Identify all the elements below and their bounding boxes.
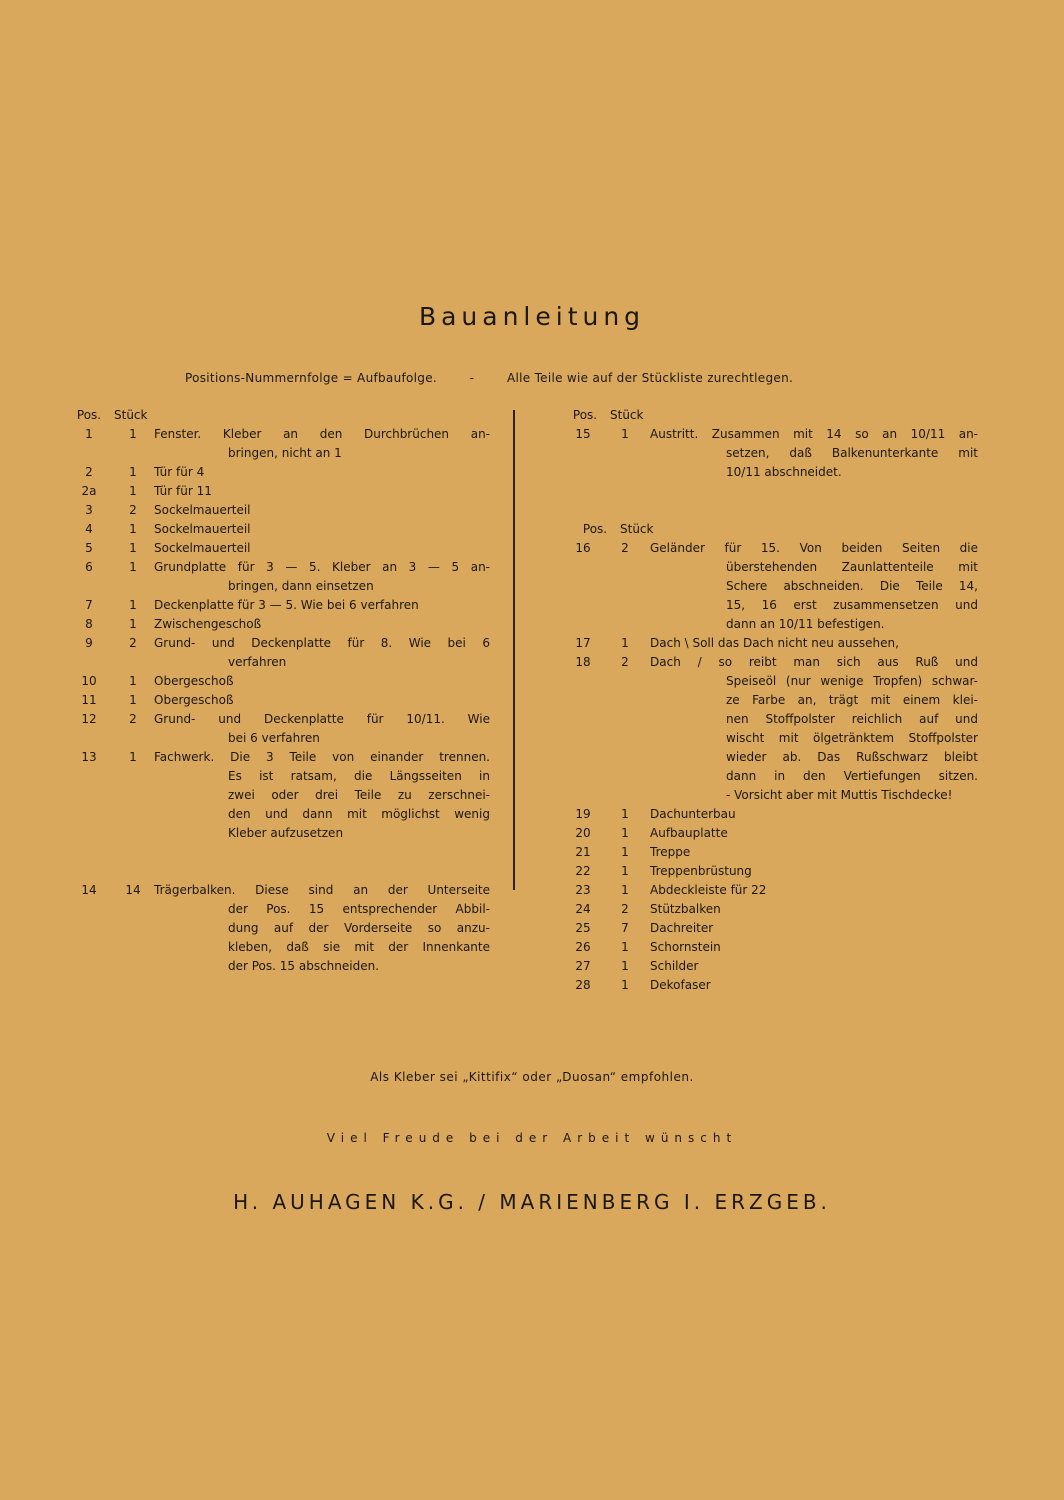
parts-row <box>566 615 978 634</box>
row-description: Tür für 11 <box>154 484 212 498</box>
row-stueck: 1 <box>621 826 629 840</box>
right-rows-a <box>566 425 978 482</box>
subtitle-dash: - <box>469 371 475 385</box>
row-stueck: 1 <box>129 693 137 707</box>
parts-row <box>70 463 490 482</box>
row-pos: 14 <box>81 883 97 897</box>
row-stueck: 1 <box>129 427 137 441</box>
row-description-continued: 15, 16 erst zusammensetzen und <box>726 598 978 612</box>
row-pos: 20 <box>575 826 591 840</box>
row-stueck: 1 <box>129 465 137 479</box>
row-description-continued: Es ist ratsam, die Längsseiten in <box>228 769 490 783</box>
parts-row <box>566 881 978 900</box>
header-pos: Pos. <box>582 522 608 536</box>
row-pos: 21 <box>575 845 591 859</box>
parts-row <box>566 710 978 729</box>
row-description: Abdeckleiste für 22 <box>650 883 767 897</box>
row-description: Grundplatte für 3 — 5. Kleber an 3 — 5 an- <box>154 560 490 574</box>
row-stueck: 2 <box>129 636 137 650</box>
row-description-continued: - Vorsicht aber mit Muttis Tischdecke! <box>726 788 953 802</box>
parts-row <box>70 900 490 919</box>
parts-row <box>70 938 490 957</box>
row-description: Dach \ Soll das Dach nicht neu aussehen, <box>650 636 899 650</box>
parts-row <box>70 919 490 938</box>
closing-wish: Viel Freude bei der Arbeit wünscht <box>326 1131 738 1145</box>
row-description-continued: überstehenden Zaunlattenteile mit <box>726 560 978 574</box>
row-description: Fenster. Kleber an den Durchbrüchen an- <box>154 427 490 441</box>
header-pos: Pos. <box>76 408 102 422</box>
row-description: Austritt. Zusammen mit 14 so an 10/11 an- <box>650 427 978 441</box>
parts-row <box>566 691 978 710</box>
parts-row <box>566 577 978 596</box>
row-description-continued: kleben, daß sie mit der Innenkante <box>228 940 490 954</box>
parts-row <box>566 444 978 463</box>
row-description-continued: 10/11 abschneidet. <box>726 465 842 479</box>
row-stueck: 1 <box>621 959 629 973</box>
row-description-continued: zwei oder drei Teile zu zerschnei- <box>228 788 490 802</box>
header-pos: Pos. <box>572 408 598 422</box>
row-pos: 10 <box>81 674 97 688</box>
parts-row <box>566 843 978 862</box>
parts-row <box>566 938 978 957</box>
parts-row <box>70 482 490 501</box>
row-description: Dach / so reibt man sich aus Ruß und <box>650 655 978 669</box>
row-stueck: 7 <box>621 921 629 935</box>
parts-row <box>70 577 490 596</box>
row-description-continued: dann in den Vertiefungen sitzen. <box>726 769 978 783</box>
page-title: Bauanleitung <box>418 302 646 331</box>
row-description: Grund- und Deckenplatte für 8. Wie bei 6 <box>154 636 490 650</box>
row-pos: 1 <box>85 427 93 441</box>
row-description-continued: dann an 10/11 befestigen. <box>726 617 885 631</box>
parts-row <box>566 558 978 577</box>
header-stueck: Stück <box>610 408 644 422</box>
row-stueck: 2 <box>621 902 629 916</box>
right-rows-b <box>566 539 978 995</box>
parts-row <box>70 824 490 843</box>
row-pos: 18 <box>575 655 591 669</box>
row-description-continued: den und dann mit möglichst wenig <box>228 807 490 821</box>
parts-row <box>70 501 490 520</box>
row-description: Treppenbrüstung <box>650 864 752 878</box>
row-description-continued: dung auf der Vorderseite so anzu- <box>228 921 490 935</box>
parts-row <box>70 558 490 577</box>
parts-row <box>70 425 490 444</box>
row-pos: 3 <box>85 503 93 517</box>
header-stueck: Stück <box>620 522 654 536</box>
row-pos: 7 <box>85 598 93 612</box>
spacer <box>566 482 978 501</box>
glue-recommendation: Als Kleber sei „Kittifix“ oder „Duosan“ empfohlen. <box>370 1070 694 1084</box>
row-pos: 13 <box>81 750 97 764</box>
row-stueck: 1 <box>621 845 629 859</box>
row-description-continued: der Pos. 15 abschneiden. <box>228 959 380 973</box>
row-pos: 4 <box>85 522 93 536</box>
row-description: Aufbauplatte <box>650 826 728 840</box>
row-description-continued: bei 6 verfahren <box>228 731 320 745</box>
subtitle-left: Positions-Nummernfolge = Aufbaufolge. <box>185 371 437 385</box>
row-pos: 23 <box>575 883 591 897</box>
row-pos: 9 <box>85 636 93 650</box>
row-stueck: 2 <box>621 655 629 669</box>
left-column-header <box>70 406 490 425</box>
row-description-continued: der Pos. 15 entsprechender Abbil- <box>228 902 490 916</box>
parts-row <box>566 672 978 691</box>
row-pos: 6 <box>85 560 93 574</box>
parts-row <box>566 729 978 748</box>
parts-row <box>70 539 490 558</box>
parts-row <box>70 881 490 900</box>
header-stueck: Stück <box>114 408 148 422</box>
parts-row <box>70 786 490 805</box>
spacer <box>566 501 978 520</box>
row-pos: 12 <box>81 712 97 726</box>
row-stueck: 2 <box>129 712 137 726</box>
parts-row <box>70 444 490 463</box>
row-description: Dachreiter <box>650 921 714 935</box>
row-description: Schilder <box>650 959 699 973</box>
row-description: Dachunterbau <box>650 807 736 821</box>
parts-row <box>70 957 490 976</box>
row-pos: 2a <box>81 484 97 498</box>
row-description-continued: bringen, nicht an 1 <box>228 446 342 460</box>
parts-row <box>566 596 978 615</box>
row-stueck: 1 <box>129 522 137 536</box>
row-pos: 26 <box>575 940 591 954</box>
row-pos: 11 <box>81 693 97 707</box>
left-column <box>70 406 490 976</box>
parts-row <box>70 672 490 691</box>
row-stueck: 2 <box>621 541 629 555</box>
row-stueck: 1 <box>129 617 137 631</box>
row-stueck: 1 <box>621 636 629 650</box>
parts-row <box>70 748 490 767</box>
row-pos: 17 <box>575 636 591 650</box>
row-stueck: 2 <box>129 503 137 517</box>
parts-row <box>566 976 978 995</box>
row-description: Obergeschoß <box>154 693 234 707</box>
row-description: Deckenplatte für 3 — 5. Wie bei 6 verfahren <box>154 598 419 612</box>
row-description: Grund- und Deckenplatte für 10/11. Wie <box>154 712 490 726</box>
row-description: Stützbalken <box>650 902 721 916</box>
parts-row <box>70 520 490 539</box>
parts-row <box>566 748 978 767</box>
row-pos: 28 <box>575 978 591 992</box>
company-name: H. AUHAGEN K.G. / MARIENBERG I. ERZGEB. <box>233 1190 831 1214</box>
row-pos: 27 <box>575 959 591 973</box>
row-stueck: 1 <box>621 427 629 441</box>
parts-row <box>70 596 490 615</box>
row-description: Obergeschoß <box>154 674 234 688</box>
parts-row <box>566 653 978 672</box>
row-description-continued: ze Farbe an, trägt mit einem klei- <box>726 693 978 707</box>
parts-row <box>566 824 978 843</box>
row-pos: 24 <box>575 902 591 916</box>
row-description-continued: Kleber aufzusetzen <box>228 826 344 840</box>
row-pos: 5 <box>85 541 93 555</box>
row-description-continued: Speiseöl (nur wenige Tropfen) schwar- <box>726 674 978 688</box>
row-stueck: 1 <box>129 674 137 688</box>
column-divider <box>513 410 515 890</box>
parts-row <box>566 463 978 482</box>
parts-row <box>566 767 978 786</box>
subtitle-right: Alle Teile wie auf der Stückliste zurechtlegen. <box>507 371 794 385</box>
row-description: Treppe <box>650 845 691 859</box>
row-description: Sockelmauerteil <box>154 541 251 555</box>
parts-row <box>566 919 978 938</box>
row-stueck: 1 <box>129 750 137 764</box>
row-description-continued: verfahren <box>228 655 287 669</box>
parts-row <box>566 786 978 805</box>
row-stueck: 1 <box>621 978 629 992</box>
row-stueck: 1 <box>129 560 137 574</box>
row-stueck: 1 <box>129 484 137 498</box>
row-description: Fachwerk. Die 3 Teile von einander trennen. <box>154 750 490 764</box>
row-description: Sockelmauerteil <box>154 503 251 517</box>
row-stueck: 1 <box>621 883 629 897</box>
parts-row <box>70 729 490 748</box>
parts-row <box>70 710 490 729</box>
row-stueck: 14 <box>125 883 141 897</box>
right-column <box>566 406 978 995</box>
row-pos: 8 <box>85 617 93 631</box>
spacer <box>70 843 490 862</box>
parts-row <box>70 615 490 634</box>
row-pos: 15 <box>575 427 591 441</box>
row-description: Geländer für 15. Von beiden Seiten die <box>650 541 978 555</box>
row-stueck: 1 <box>621 864 629 878</box>
parts-row <box>566 805 978 824</box>
row-pos: 16 <box>575 541 591 555</box>
parts-row <box>566 539 978 558</box>
row-pos: 25 <box>575 921 591 935</box>
row-description: Schornstein <box>650 940 721 954</box>
parts-row <box>70 767 490 786</box>
row-pos: 2 <box>85 465 93 479</box>
parts-row <box>70 653 490 672</box>
row-description-continued: wieder ab. Das Rußschwarz bleibt <box>726 750 978 764</box>
row-description: Trägerbalken. Diese sind an der Unterseite <box>154 883 490 897</box>
row-description-continued: setzen, daß Balkenunterkante mit <box>726 446 978 460</box>
row-stueck: 1 <box>129 541 137 555</box>
row-description: Tür für 4 <box>154 465 205 479</box>
parts-row <box>70 691 490 710</box>
parts-row <box>70 634 490 653</box>
row-pos: 22 <box>575 864 591 878</box>
right-column-header-1 <box>566 406 978 425</box>
row-stueck: 1 <box>129 598 137 612</box>
row-description: Dekofaser <box>650 978 711 992</box>
row-description-continued: wischt mit ölgetränktem Stoffpolster <box>726 731 978 745</box>
row-description: Zwischengeschoß <box>154 617 262 631</box>
parts-row <box>566 634 978 653</box>
row-stueck: 1 <box>621 807 629 821</box>
row-description-continued: Schere abschneiden. Die Teile 14, <box>726 579 978 593</box>
row-pos: 19 <box>575 807 591 821</box>
parts-row <box>566 862 978 881</box>
right-column-header-2 <box>576 520 978 539</box>
parts-row <box>70 805 490 824</box>
row-description: Sockelmauerteil <box>154 522 251 536</box>
row-description-continued: nen Stoffpolster reichlich auf und <box>726 712 978 726</box>
parts-row <box>566 900 978 919</box>
row-stueck: 1 <box>621 940 629 954</box>
subtitle <box>185 371 793 385</box>
spacer <box>70 862 490 881</box>
parts-row <box>566 957 978 976</box>
row-description-continued: bringen, dann einsetzen <box>228 579 374 593</box>
parts-row <box>566 425 978 444</box>
